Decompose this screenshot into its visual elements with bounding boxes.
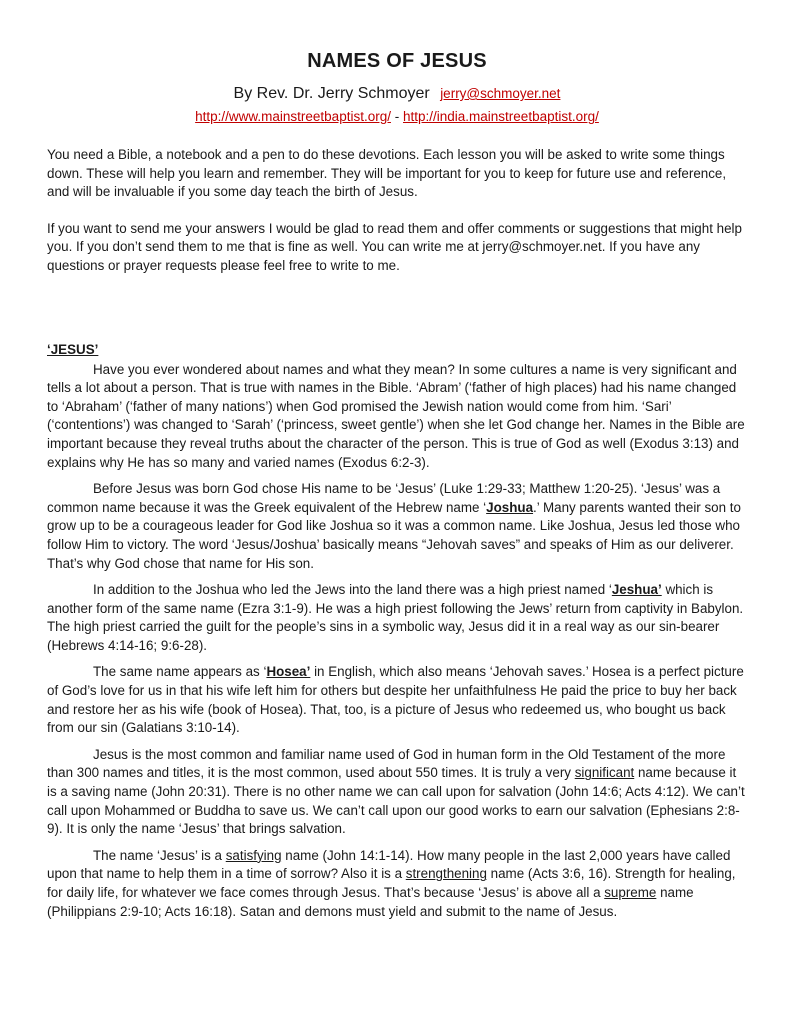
emphasis-significant: significant	[574, 765, 635, 781]
body-paragraph-6	[47, 847, 747, 921]
text-span: name because it is a saving name (John 20:31). There is no other name we can call upon for salvation (John 14:6; Acts 4:12). We can’t call upon Mohammed or Buddha to save us. We can’t call upon our good works to earn our salvation (Ephesians 2:8-9). It is only the name ‘Jesus’ that brings salvation.	[47, 765, 745, 837]
spacer	[47, 294, 747, 342]
emphasis-strengthening: strengthening	[405, 866, 487, 882]
body-paragraph-2	[47, 480, 747, 573]
website-link-main[interactable]: http://www.mainstreetbaptist.org/	[195, 109, 391, 124]
emphasis-hosea: Hosea’	[266, 664, 311, 680]
text-span: The name ‘Jesus’ is a	[93, 847, 226, 863]
emphasis-supreme: supreme	[604, 885, 657, 900]
link-separator: -	[394, 109, 400, 124]
text-span: name (Philippians 2:9-10; Acts 16:18). Satan and demons must yield and submit to the name of Jesus.	[47, 885, 694, 919]
body-paragraph-3	[47, 581, 747, 655]
text-span: .’ Many parents wanted their son to grow up to be a courageous leader for God like Joshua so it was a common name. Like Joshua, Jesus led those who follow Him to victory. The word ‘Jesus/Joshua’ basically means “Jehovah saves” and speaks of Him as our deliverer. That’s why God chose that name for His son.	[47, 499, 741, 571]
website-links	[47, 109, 747, 124]
text-span: Before Jesus was born God chose His name to be ‘Jesus’ (Luke 1:29-33; Matthew 1:20-25). ‘Jesus’ was a common name because it was the Greek equivalent of the Hebrew name ‘	[47, 481, 721, 515]
emphasis-jeshua: Jeshua’	[611, 582, 662, 598]
page-title: NAMES OF JESUS	[307, 50, 487, 72]
body-paragraph-5	[47, 746, 747, 839]
intro-paragraph-2: If you want to send me your answers I would be glad to read them and offer comments or suggestions that might help you. If you don’t send them to me that is fine as well. You can write me at jerry@schmoyer.net. If you have any questions or prayer requests please feel free to write to me.	[47, 220, 742, 273]
text-span: The same name appears as ‘	[93, 664, 267, 680]
author-line	[47, 85, 747, 103]
document-page	[47, 50, 747, 929]
section-heading: ‘JESUS’	[47, 341, 99, 357]
text-span: in English, which also means ‘Jehovah saves.’ Hosea is a perfect picture of God’s love for us in that his wife left him for others but despite her unfaithfulness He paid the price to buy her back and restore her as his wife (book of Hosea). That, too, is a picture of Jesus who redeemed us, who bought us back from our sin (Galatians 3:10-14).	[47, 664, 744, 736]
author-name: By Rev. Dr. Jerry Schmoyer	[233, 85, 430, 102]
author-email-link[interactable]: jerry@schmoyer.net	[440, 86, 561, 101]
text-span: name (Acts 3:6, 16). Strength for healing, for daily life, for whatever we face comes through Jesus. That’s because ‘Jesus’ is above all a	[47, 866, 736, 900]
emphasis-satisfying: satisfying	[225, 847, 282, 863]
website-link-india[interactable]: http://india.mainstreetbaptist.org/	[403, 109, 599, 124]
text-span: In addition to the Joshua who led the Jews into the land there was a high priest named ‘	[93, 582, 612, 598]
text-span: name (John 14:1-14). How many people in the last 2,000 years have called upon that name to help them in a time of sorrow? Also it is a	[47, 847, 731, 882]
emphasis-joshua: Joshua	[486, 499, 534, 515]
text-span: which is another form of the same name (Ezra 3:1-9). He was a high priest following the Jews’ return from captivity in Babylon. The high priest carried the guilt for the people’s sins in a symbolic way, Jesus did it in a real way as our sin-bearer (Hebrews 4:14-16; 9:6-28).	[47, 582, 744, 653]
text-span: Jesus is the most common and familiar name used of God in human form in the Old Testament of the more than 300 names and titles, it is the most common, used about 550 times. It is truly a very	[47, 746, 726, 781]
body-paragraph-4	[47, 663, 747, 737]
body-paragraph-1: Have you ever wondered about names and what they mean? In some cultures a name is very significant and tells a lot about a person. That is true with names in the Bible. ‘Abram’ (‘father of high places) had his name changed to ‘Abraham’ (‘father of many nations’) when God promised the Jewish nation would come from him. ‘Sari’ (‘contentions’) was changed to ‘Sarah’ (‘princess, sweet gentle’) when she let God change her. Names in the Bible are important because they reveal truths about the character of the person. This is true of God as well (Exodus 3:13) and explains why He has so many and varied names (Exodus 6:2-3).	[47, 361, 745, 470]
intro-paragraph-1: You need a Bible, a notebook and a pen to do these devotions. Each lesson you will be asked to write some things down. These will help you learn and remember. They will be important for you to keep for future use and reference, and will be invaluable if you some day teach the birth of Jesus.	[47, 147, 727, 200]
